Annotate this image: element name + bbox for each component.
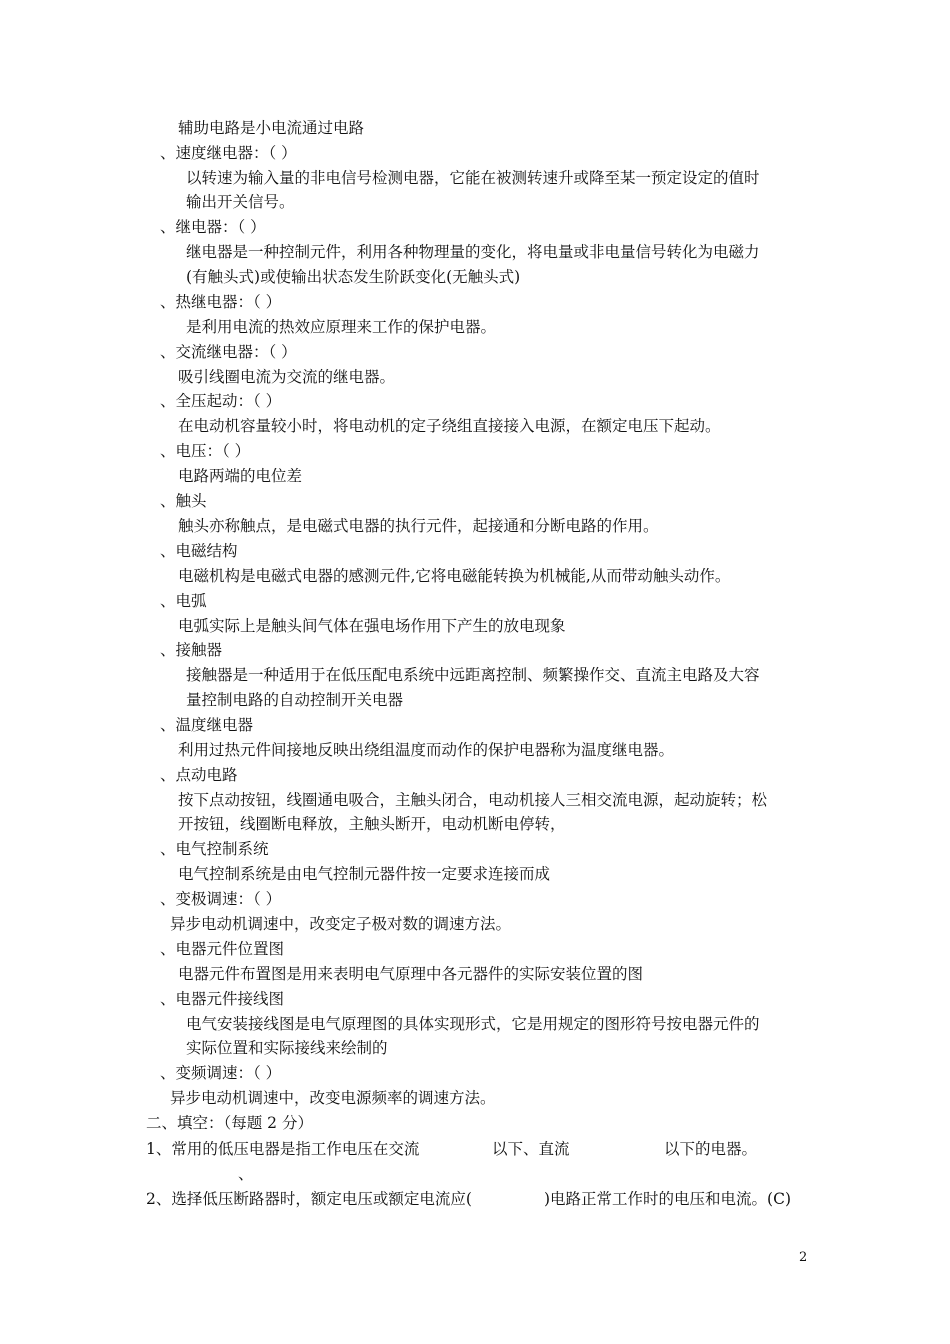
definition-line: 电路两端的电位差 bbox=[178, 467, 303, 485]
text-line: 辅助电路是小电流通过电路 bbox=[178, 119, 365, 137]
definition-line: 电气安装接线图是电气原理图的具体实现形式，它是用规定的图形符号按电器元件的 bbox=[186, 1015, 760, 1033]
fill-question-2-part-a: 2、选择低压断路器时，额定电压或额定电流应( bbox=[146, 1190, 472, 1208]
definition-line: 电弧实际上是触头间气体在强电场作用下产生的放电现象 bbox=[178, 617, 566, 635]
term-heading: 、电弧 bbox=[160, 592, 207, 610]
term-heading: 、电器元件接线图 bbox=[160, 990, 285, 1008]
term-heading: 、电磁结构 bbox=[160, 542, 238, 560]
term-heading: 、热继电器：（ ） bbox=[160, 293, 282, 311]
term-heading: 、电压：（ ） bbox=[160, 442, 251, 460]
fill-question-1-part-b: 以下、直流 bbox=[492, 1140, 570, 1158]
term-heading: 、接触器 bbox=[160, 641, 223, 659]
fill-question-1-part-a: 1、常用的低压电器是指工作电压在交流 bbox=[146, 1140, 420, 1158]
definition-line: 异步电动机调速中，改变电源频率的调速方法。 bbox=[170, 1089, 496, 1107]
term-heading: 、变频调速：（ ） bbox=[160, 1064, 282, 1082]
definition-line: 电器元件布置图是用来表明电气原理中各元器件的实际安装位置的图 bbox=[178, 965, 644, 983]
term-heading: 、变极调速：（ ） bbox=[160, 890, 282, 908]
definition-line: 触头亦称触点，是电磁式电器的执行元件，起接通和分断电路的作用。 bbox=[178, 517, 659, 535]
definition-line: 异步电动机调速中，改变定子极对数的调速方法。 bbox=[170, 915, 512, 933]
definition-line: 以转速为输入量的非电信号检测电器，它能在被测转速升或降至某一预定设定的值时 bbox=[186, 169, 760, 187]
fill-question-1-part-c: 以下的电器。 bbox=[664, 1140, 758, 1158]
fill-question-2-part-b: )电路正常工作时的电压和电流。(C) bbox=[544, 1190, 792, 1208]
stray-mark: 、 bbox=[238, 1165, 254, 1183]
definition-line: 是利用电流的热效应原理来工作的保护电器。 bbox=[186, 318, 497, 336]
term-heading: 、全压起动：（ ） bbox=[160, 392, 282, 410]
term-heading: 、点动电路 bbox=[160, 766, 238, 784]
definition-line: 接触器是一种适用于在低压配电系统中远距离控制、频繁操作交、直流主电路及大容 bbox=[186, 666, 760, 684]
term-heading: 、继电器：（ ） bbox=[160, 218, 266, 236]
term-heading: 、触头 bbox=[160, 492, 207, 510]
term-heading: 、温度继电器 bbox=[160, 716, 254, 734]
definition-line: 电磁机构是电磁式电器的感测元件,它将电磁能转换为机械能,从而带动触头动作。 bbox=[178, 567, 731, 585]
definition-line: 输出开关信号。 bbox=[186, 193, 295, 211]
term-heading: 、交流继电器：（ ） bbox=[160, 343, 297, 361]
definition-line: (有触头式)或使输出状态发生阶跃变化(无触头式) bbox=[186, 268, 521, 286]
definition-line: 按下点动按钮，线圈通电吸合，主触头闭合，电动机接人三相交流电源，起动旋转；松 bbox=[178, 791, 768, 809]
section-heading: 二、填空：（每题 2 分） bbox=[146, 1114, 313, 1132]
definition-line: 电气控制系统是由电气控制元器件按一定要求连接而成 bbox=[178, 865, 551, 883]
page-number: 2 bbox=[799, 1250, 808, 1265]
term-heading: 、电气控制系统 bbox=[160, 840, 269, 858]
definition-line: 实际位置和实际接线来绘制的 bbox=[186, 1039, 388, 1057]
term-heading: 、电器元件位置图 bbox=[160, 940, 285, 958]
definition-line: 继电器是一种控制元件，利用各种物理量的变化，将电量或非电量信号转化为电磁力 bbox=[186, 243, 760, 261]
definition-line: 量控制电路的自动控制开关电器 bbox=[186, 691, 404, 709]
definition-line: 吸引线圈电流为交流的继电器。 bbox=[178, 368, 396, 386]
definition-line: 开按钮，线圈断电释放，主触头断开，电动机断电停转， bbox=[178, 815, 566, 833]
term-heading: 、速度继电器：（ ） bbox=[160, 144, 297, 162]
definition-line: 利用过热元件间接地反映出绕组温度而动作的保护电器称为温度继电器。 bbox=[178, 741, 675, 759]
definition-line: 在电动机容量较小时，将电动机的定子绕组直接接入电源，在额定电压下起动。 bbox=[178, 417, 721, 435]
